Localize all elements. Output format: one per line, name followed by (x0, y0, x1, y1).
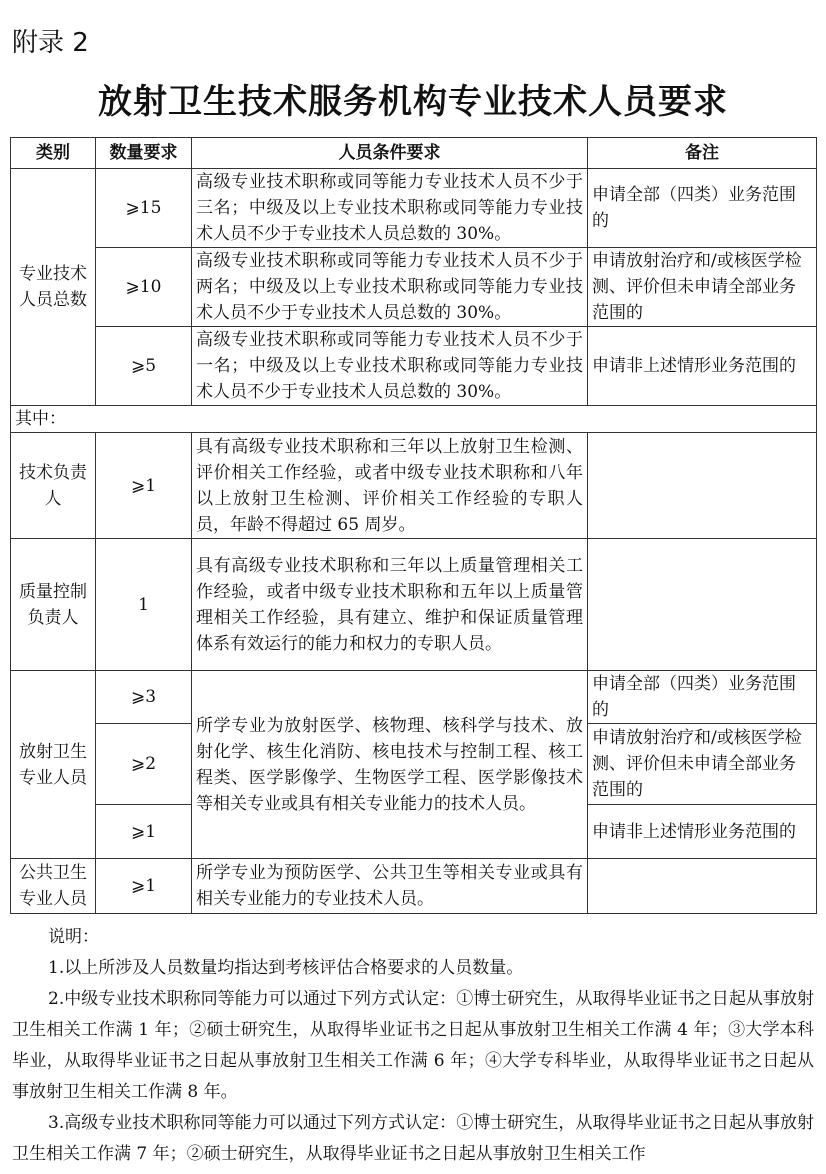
quantity-cell: ⩾1 (96, 859, 192, 914)
table-row (11, 433, 817, 539)
header-remarks: 备注 (588, 138, 817, 169)
note-item: 3.高级专业技术职称同等能力可以通过下列方式认定：①博士研究生，从取得毕业证书之日起从事放射卫生相关工作满 7 年；②硕士研究生，从取得毕业证书之日起从事放射卫生相关工作 (12, 1113, 814, 1164)
header-category: 类别 (11, 138, 96, 169)
document-title: 放射卫生技术服务机构专业技术人员要求 (98, 82, 728, 122)
remark-cell (588, 539, 817, 671)
requirement-cell: 所学专业为预防医学、公共卫生等相关专业或具有相关专业能力的专业技术人员。 (192, 859, 588, 914)
remark-cell: 申请非上述情形业务范围的 (588, 327, 817, 406)
table-row (11, 248, 817, 327)
table-row (11, 539, 817, 671)
requirement-cell: 具有高级专业技术职称和三年以上质量管理相关工作经验，或者中级专业技术职称和五年以上质量管理相关工作经验，具有建立、维护和保证质量管理体系有效运行的能力和权力的专职人员。 (192, 539, 588, 671)
notes-heading: 说明： (48, 927, 99, 947)
quantity-cell: ⩾15 (96, 169, 192, 248)
remark-cell: 申请全部（四类）业务范围的 (588, 169, 817, 248)
table-row (11, 671, 817, 724)
quantity-cell: ⩾1 (96, 805, 192, 859)
remark-cell (588, 859, 817, 914)
requirement-cell: 高级专业技术职称或同等能力专业技术人员不少于一名；中级及以上专业技术职称或同等能力专业技术人员不少于专业技术人员总数的 30%。 (192, 327, 588, 406)
category-cell: 放射卫生专业人员 (11, 671, 96, 859)
quantity-cell: ⩾2 (96, 724, 192, 805)
category-cell: 专业技术人员总数 (11, 169, 96, 406)
subsection-label: 其中： (11, 406, 817, 433)
table-row (11, 859, 817, 914)
note-item: 2.中级专业技术职称同等能力可以通过下列方式认定：①博士研究生，从取得毕业证书之日起从事放射卫生相关工作满 1 年；②硕士研究生，从取得毕业证书之日起从事放射卫生相关工作满 4 年；③大学本科毕业，从取得毕业证书之日起从事放射卫生相关工作满 6 年；④大学专科毕业，从取得毕业证书之日起从事放射卫生相关工作满 8 年。 (12, 989, 814, 1102)
quantity-cell: ⩾3 (96, 671, 192, 724)
quantity-cell: 1 (96, 539, 192, 671)
category-cell: 公共卫生专业人员 (11, 859, 96, 914)
remark-cell (588, 433, 817, 539)
note-item: 1.以上所涉及人员数量均指达到考核评估合格要求的人员数量。 (48, 958, 524, 978)
appendix-label: 附录 2 (12, 28, 89, 58)
quantity-cell: ⩾10 (96, 248, 192, 327)
requirements-table (10, 137, 817, 914)
remark-cell: 申请全部（四类）业务范围的 (588, 671, 817, 724)
table-header-row (11, 138, 817, 169)
category-cell: 技术负责人 (11, 433, 96, 539)
remark-cell: 申请放射治疗和/或核医学检测、评价但未申请全部业务范围的 (588, 248, 817, 327)
quantity-cell: ⩾5 (96, 327, 192, 406)
requirement-cell: 具有高级专业技术职称和三年以上放射卫生检测、评价相关工作经验，或者中级专业技术职称和八年以上放射卫生检测、评价相关工作经验的专职人员，年龄不得超过 65 周岁。 (192, 433, 588, 539)
requirement-cell: 高级专业技术职称或同等能力专业技术人员不少于两名；中级及以上专业技术职称或同等能力专业技术人员不少于专业技术人员总数的 30%。 (192, 248, 588, 327)
table-row (11, 327, 817, 406)
header-requirements: 人员条件要求 (192, 138, 588, 169)
requirement-cell: 所学专业为放射医学、核物理、核科学与技术、放射化学、核生化消防、核电技术与控制工程、核工程类、医学影像学、生物医学工程、医学影像技术等相关专业或具有相关专业能力的技术人员。 (192, 671, 588, 859)
notes-section (12, 922, 814, 1170)
remark-cell: 申请非上述情形业务范围的 (588, 805, 817, 859)
remark-cell: 申请放射治疗和/或核医学检测、评价但未申请全部业务范围的 (588, 724, 817, 805)
table-row (11, 406, 817, 433)
quantity-cell: ⩾1 (96, 433, 192, 539)
requirement-cell: 高级专业技术职称或同等能力专业技术人员不少于三名；中级及以上专业技术职称或同等能力专业技术人员不少于专业技术人员总数的 30%。 (192, 169, 588, 248)
category-cell: 质量控制负责人 (11, 539, 96, 671)
header-quantity: 数量要求 (96, 138, 192, 169)
table-row (11, 169, 817, 248)
